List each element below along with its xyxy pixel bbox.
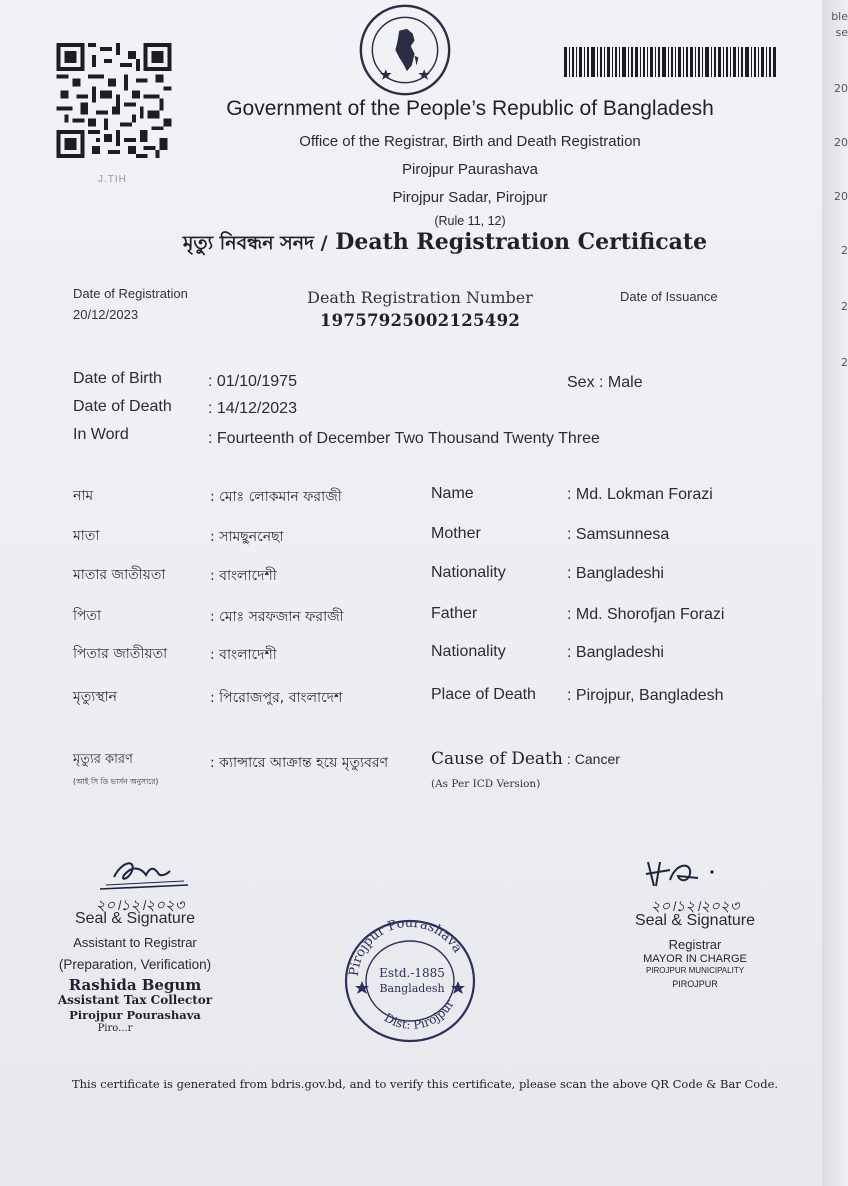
mother-en-label: Mother: [431, 525, 481, 542]
assistant-seal-label: Seal & Signature: [74, 910, 196, 927]
office-heading: Office of the Registrar, Birth and Death Registration: [299, 133, 641, 150]
assistant-title: Assistant Tax Collector: [57, 993, 213, 1007]
qr-caption: J.TIH: [98, 174, 127, 185]
mother-en-value: : Samsunnesa: [567, 526, 670, 543]
paurashava-heading: Pirojpur Paurashava: [402, 161, 538, 178]
father-nationality-bn-value: : বাংলাদেশী: [210, 647, 277, 663]
cause-en-value: : Cancer: [567, 751, 620, 767]
father-nationality-en-value: : Bangladeshi: [567, 644, 664, 661]
location-heading: Pirojpur Sadar, Pirojpur: [392, 189, 548, 206]
adjacent-page-edge: [822, 0, 848, 1186]
place-of-death-bn-value: : পিরোজপুর, বাংলাদেশ: [210, 690, 343, 706]
edge-fragment: 20: [834, 82, 848, 95]
father-nationality-en-label: Nationality: [431, 643, 506, 660]
registrar-role: Registrar: [668, 937, 722, 952]
stamp-country: Bangladesh: [379, 982, 445, 995]
edge-fragment: 20: [834, 190, 848, 203]
stamp-top-path: Pirojpur Pourashava: [346, 915, 465, 977]
edge-fragment: ble: [831, 10, 848, 23]
registrar-seal-label: Seal & Signature: [634, 912, 756, 929]
cause-bn-value: : ক্যান্সারে আক্রান্ত হয়ে মৃত্যুবরণ: [210, 755, 389, 771]
registration-number-value: 19757925002125492: [319, 311, 521, 330]
registration-date-value: 20/12/2023: [73, 307, 139, 322]
registrar-signed-date: ২০।১২।২০২৩: [650, 897, 740, 915]
place-of-death-en-label: Place of Death: [431, 686, 536, 703]
edge-fragment: 20: [834, 136, 848, 149]
certificate-title-en: Death Registration Certificate: [335, 229, 708, 255]
certificate-title: [90, 229, 800, 261]
cause-en-sub: (As Per ICD Version): [431, 778, 541, 790]
dod-label: Date of Death: [73, 398, 172, 415]
registrar-stamp-line2: PIROJPUR MUNICIPALITY: [645, 966, 745, 975]
dod-value: : 14/12/2023: [208, 400, 297, 417]
inword-label: In Word: [73, 426, 129, 443]
certificate-title-bn: মৃত্যু নিবন্ধন সনদ /: [182, 232, 328, 254]
mother-nationality-en-value: : Bangladeshi: [567, 565, 664, 582]
father-en-value: : Md. Shorofjan Forazi: [567, 606, 725, 623]
mother-nationality-bn-value: : বাংলাদেশী: [210, 568, 277, 584]
registrar-signature: [640, 852, 720, 892]
mother-nationality-en-label: Nationality: [431, 564, 506, 581]
cause-bn-sub: (আই সি ডি ভার্সন অনুসারে): [73, 777, 159, 786]
registration-number-label: Death Registration Number: [307, 288, 533, 307]
father-nationality-bn-label: পিতার জাতীয়তা: [73, 646, 168, 662]
cause-en-label: Cause of Death: [431, 749, 563, 769]
name-bn-label: নাম: [73, 488, 94, 504]
stamp-bottom-path: Dist: Pirojpur: [381, 997, 457, 1032]
issuance-date-label: Date of Issuance: [620, 289, 718, 304]
assistant-role: Assistant to Registrar: [73, 935, 197, 950]
mother-bn-label: মাতা: [73, 528, 100, 544]
rule-reference: (Rule 11, 12): [434, 214, 506, 228]
father-bn-value: : মোঃ সরফজান ফরাজী: [210, 609, 344, 625]
edge-fragment: 2: [841, 244, 848, 257]
assistant-org: Pirojpur Pourashava: [69, 1008, 201, 1022]
government-seal-icon: [357, 2, 453, 98]
sex-value: Sex : Male: [567, 374, 643, 391]
assistant-signature: [96, 855, 192, 897]
dob-value: : 01/10/1975: [208, 373, 297, 390]
registrar-stamp-line1: MAYOR IN CHARGE: [643, 953, 747, 965]
mother-bn-value: : সামছুননেছা: [210, 529, 284, 545]
edge-fragment: se: [835, 26, 848, 39]
edge-fragment: 2: [841, 300, 848, 313]
name-en-value: : Md. Lokman Forazi: [567, 486, 713, 503]
assistant-name: Rashida Begum: [68, 976, 202, 994]
name-bn-value: : মোঃ লোকমান ফরাজী: [210, 489, 342, 505]
registration-date-label: Date of Registration: [73, 286, 188, 301]
stamp-bottom-text: [382, 997, 457, 1032]
inword-value: : Fourteenth of December Two Thousand Twenty Three: [208, 430, 600, 447]
edge-fragment: 2: [841, 356, 848, 369]
assistant-place: Piro...r: [97, 1023, 133, 1034]
place-of-death-en-value: : Pirojpur, Bangladesh: [567, 687, 724, 704]
name-en-label: Name: [431, 485, 474, 502]
barcode: [564, 47, 776, 77]
father-en-label: Father: [431, 605, 478, 622]
verification-footer: This certificate is generated from bdris.gov.bd, and to verify this certificate, please scan the above QR Code & Bar Code.: [71, 1077, 779, 1091]
assistant-role-detail: (Preparation, Verification): [58, 957, 212, 972]
government-heading: Government of the People’s Republic of Bangladesh: [226, 97, 714, 120]
father-bn-label: পিতা: [73, 608, 102, 624]
mother-nationality-bn-label: মাতার জাতীয়তা: [73, 567, 166, 583]
registrar-stamp-line3: PIROJPUR: [672, 979, 718, 989]
dob-label: Date of Birth: [73, 370, 162, 387]
cause-bn-label: মৃত্যুর কারণ: [73, 752, 133, 767]
place-of-death-bn-label: মৃত্যুস্থান: [73, 689, 118, 705]
assistant-signed-date: ২০।১২।২০২৩: [95, 896, 185, 914]
pourashava-round-stamp: [340, 915, 480, 1045]
stamp-established: Estd.-1885: [379, 966, 445, 980]
